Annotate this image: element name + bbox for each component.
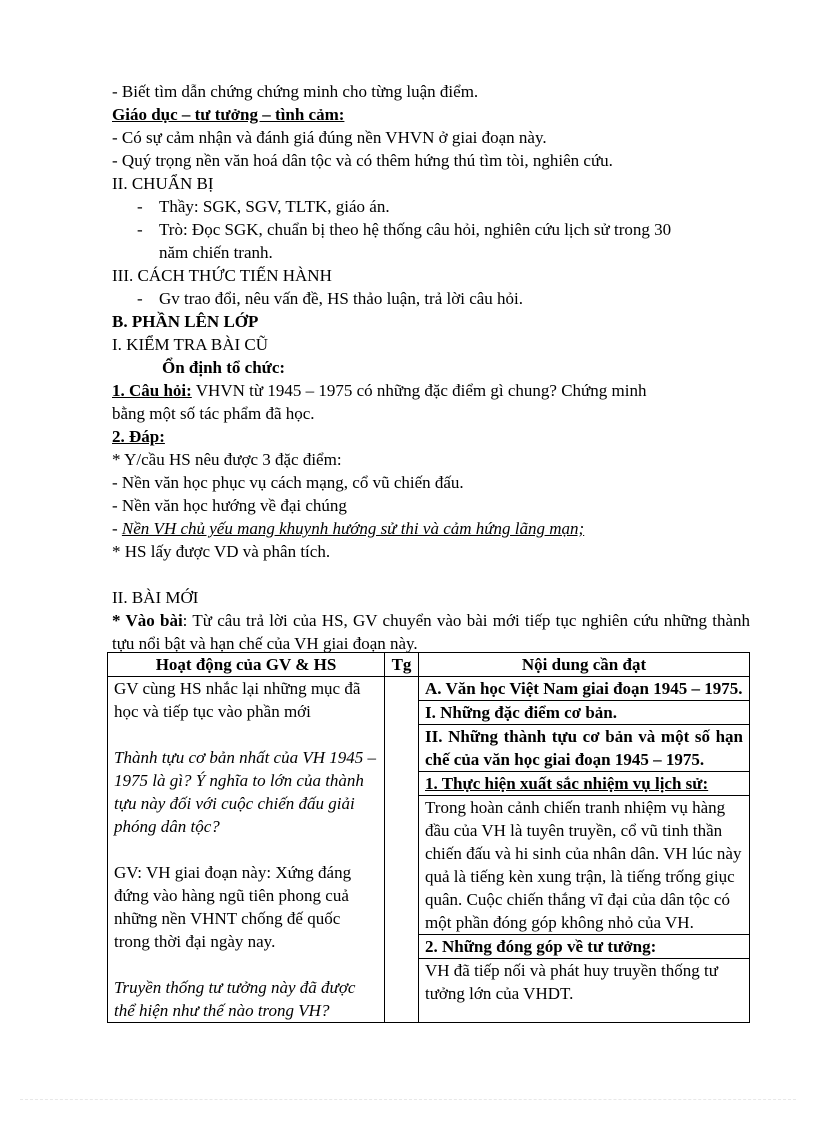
education-item: - Có sự cảm nhận và đánh giá đúng nền VHVN ở giai đoạn này. xyxy=(112,128,547,147)
activity-question: Thành tựu cơ bản nhất của VH 1945 – 1975 là gì? Ý nghĩa to lớn của thành tựu này đối với cuộc chiến đấu giải phóng dân tộc? xyxy=(114,748,376,836)
content-section-2-text: VH đã tiếp nối và phát huy truyền thống tư tưởng lớn của VHDT. xyxy=(425,961,718,1003)
answer-label: 2. Đáp: xyxy=(112,427,165,446)
header-time: Tg xyxy=(385,653,419,677)
education-heading: Giáo dục – tư tưởng – tình cảm: xyxy=(112,105,345,124)
content-section-2-heading: 2. Những đóng góp về tư tưởng: xyxy=(425,937,657,956)
table-header-row xyxy=(108,653,750,677)
content-section-1-heading: 1. Thực hiện xuất sắc nhiệm vụ lịch sử: xyxy=(425,774,709,793)
activity-text: GV: VH giai đoạn này: Xứng đáng đứng vào hàng ngũ tiên phong cuả những nền VHNT chống đế quốc trong thời đại ngày nay. xyxy=(114,863,352,951)
answer-item: - Nền văn học hướng về đại chúng xyxy=(112,496,347,515)
lesson-intro xyxy=(112,609,750,655)
page-bottom-rule xyxy=(20,1099,796,1100)
answer-item: * HS lấy được VD và phân tích. xyxy=(112,542,331,561)
table-row xyxy=(108,677,750,1023)
answer-item: - Nền văn học phục vụ cách mạng, cổ vũ chiến đấu. xyxy=(112,473,464,492)
content-heading-i: I. Những đặc điểm cơ bản. xyxy=(425,703,618,722)
header-activity: Hoạt động của GV & HS xyxy=(108,653,385,677)
preparation-item-student-cont: năm chiến tranh. xyxy=(159,243,273,262)
activity-question: Truyền thống tư tưởng này đã được thể hiện như thế nào trong VH? xyxy=(114,978,356,1020)
education-item: - Quý trọng nền văn hoá dân tộc và có thêm hứng thú tìm tòi, nghiên cứu. xyxy=(112,151,613,170)
preparation-item-teacher: - Thầy: SGK, SGV, TLTK, giáo án. xyxy=(137,195,750,218)
preparation-item-student: - Trò: Đọc SGK, chuẩn bị theo hệ thống câu hỏi, nghiên cứu lịch sử trong 30 xyxy=(137,218,750,241)
content-heading-a: A. Văn học Việt Nam giai đoạn 1945 – 1975. xyxy=(425,679,743,698)
time-cell xyxy=(385,677,419,1023)
preparation-list xyxy=(112,195,750,264)
activity-text: GV cùng HS nhắc lại những mục đã học và tiếp tục vào phần mới xyxy=(114,679,361,721)
lesson-intro-text: : Từ câu trả lời của HS, GV chuyển vào bài mới tiếp tục nghiên cứu những thành tựu nổi bật và hạn chế của VH giai đoạn này. xyxy=(112,611,750,653)
lesson-table xyxy=(107,652,750,1023)
part-b-heading: B. PHẦN LÊN LỚP xyxy=(112,312,259,331)
header-content: Nội dung cần đạt xyxy=(419,653,750,677)
new-lesson-heading: II. BÀI MỚI xyxy=(112,588,199,607)
document-page xyxy=(112,80,750,655)
answer-requirement: * Y/cầu HS nêu được 3 đặc điểm: xyxy=(112,450,342,469)
lesson-intro-label: * Vào bài xyxy=(112,611,183,630)
question-line-cont: bằng một số tác phẩm đã học. xyxy=(112,404,315,423)
answer-item: - Nền VH chủ yếu mang khuynh hướng sử thi và cảm hứng lãng mạn; xyxy=(112,519,585,538)
content-section-1-text: Trong hoàn cảnh chiến tranh nhiệm vụ hàng đầu của VH là tuyên truyền, cổ vũ tinh thần chiến đấu và hi sinh của nhân dân. VH lúc này quả là tiếng kèn xung trận, là tiếng trống giục quân. Cuộc chiến thắng vĩ đại của dân tộc có một phần đóng góp không nhỏ của VH. xyxy=(425,798,742,932)
question-label: 1. Câu hỏi: xyxy=(112,381,192,400)
question-text: VHVN từ 1945 – 1975 có những đặc điểm gì chung? Chứng minh xyxy=(191,381,647,400)
question-line xyxy=(112,379,750,402)
check-old-lesson-heading: I. KIỂM TRA BÀI CŨ xyxy=(112,335,268,354)
content-heading-ii: II. Những thành tựu cơ bản và một số hạn chế của văn học giai đoạn 1945 – 1975. xyxy=(425,727,743,769)
content-cell xyxy=(419,677,750,1023)
activity-cell xyxy=(108,677,385,1023)
method-item: - Gv trao đổi, nêu vấn đề, HS thảo luận, trả lời câu hỏi. xyxy=(137,287,750,310)
preparation-heading: II. CHUẨN BỊ xyxy=(112,174,214,193)
method-heading: III. CÁCH THỨC TIẾN HÀNH xyxy=(112,266,332,285)
method-list xyxy=(112,287,750,310)
stabilize-heading: Ổn định tổ chức: xyxy=(162,358,286,377)
skill-line: - Biết tìm dẫn chứng chứng minh cho từng luận điểm. xyxy=(112,82,479,101)
